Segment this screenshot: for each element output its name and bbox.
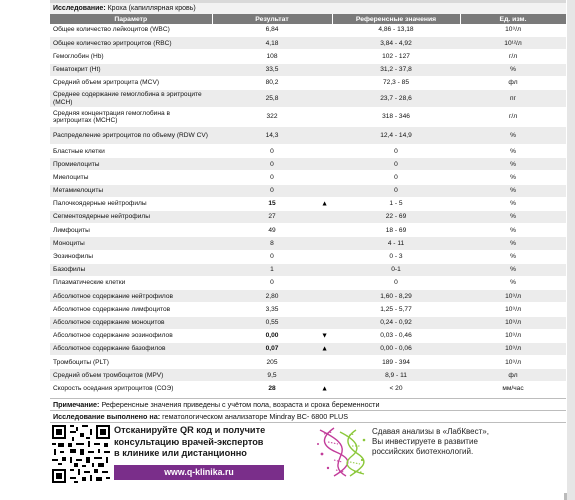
result-cell: [212, 316, 332, 329]
result-cell: [212, 211, 332, 224]
table-row: [50, 76, 566, 89]
parameter-name: Эозинофилы: [50, 250, 212, 263]
result-cell: [212, 197, 332, 210]
reference-range: 0: [332, 276, 460, 289]
parameter-name: Метамиелоциты: [50, 184, 212, 197]
reference-range: 0: [332, 171, 460, 184]
dna-icon: [312, 424, 368, 480]
result-value: 27: [268, 213, 276, 221]
note-row: [50, 398, 566, 410]
parameter-name: Гематокрит (Ht): [50, 63, 212, 76]
parameter-name: Моноциты: [50, 237, 212, 250]
result-cell: [212, 369, 332, 382]
reference-range: 0: [332, 145, 460, 158]
table-row: [50, 197, 566, 210]
results-body: [50, 24, 566, 395]
unit: %: [460, 237, 566, 250]
result-value: 0: [270, 160, 274, 168]
parameter-name: Распределение эритроцитов по объему (RDW CV): [50, 126, 212, 144]
parameter-name: Абсолютное содержание базофилов: [50, 342, 212, 355]
table-row: [50, 316, 566, 329]
performed-row: [50, 410, 566, 423]
note-text: Референсные значения приведены с учётом пола, возраста и срока беременности: [101, 400, 380, 409]
unit: 10⁹/л: [460, 342, 566, 355]
result-value: 0,55: [265, 318, 279, 326]
biotech-message: [372, 427, 562, 458]
note-label: Примечание:: [53, 400, 100, 409]
parameter-name: Базофилы: [50, 263, 212, 276]
qr-code-icon[interactable]: [52, 425, 110, 483]
results-table: [50, 14, 567, 396]
result-cell: [212, 24, 332, 37]
result-cell: [212, 303, 332, 316]
parameter-name: Средняя концентрация гемоглобина в эритроцитах (MCHC): [50, 108, 212, 126]
reference-range: 22 - 69: [332, 211, 460, 224]
result-cell: [212, 250, 332, 263]
result-value: 80,2: [265, 79, 279, 87]
unit: %: [460, 263, 566, 276]
study-line: [50, 3, 566, 14]
result-value: 0: [270, 253, 274, 260]
reference-range: 4 - 11: [332, 237, 460, 250]
study-value: Кроха (капиллярная кровь): [107, 5, 196, 12]
reference-range: 72,3 - 85: [332, 76, 460, 89]
result-cell: [212, 171, 332, 184]
result-cell: [212, 158, 332, 171]
table-row: [50, 263, 566, 276]
promo-line-2: консультацию врачей-экспертов: [114, 436, 264, 447]
table-row: [50, 145, 566, 158]
result-cell: [212, 382, 332, 395]
parameter-name: Общее количество лейкоцитов (WBC): [50, 24, 212, 37]
table-row: [50, 37, 566, 50]
parameter-name: Средний объем эритроцита (MCV): [50, 76, 212, 89]
parameter-name: Тромбоциты (PLT): [50, 356, 212, 369]
arrow-down-icon: ▼: [321, 332, 328, 340]
result-cell: [212, 329, 332, 342]
column-header-reference: Референсные значения: [332, 14, 460, 24]
reference-range: 189 - 394: [332, 356, 460, 369]
parameter-name: Бластные клетки: [50, 145, 212, 158]
result-cell: [212, 50, 332, 63]
parameter-name: Средний объем тромбоцитов (MPV): [50, 369, 212, 382]
unit: %: [460, 250, 566, 263]
notes-block: [50, 398, 566, 423]
unit: 10⁹/л: [460, 24, 566, 37]
result-cell: [212, 184, 332, 197]
study-label: Исследование:: [53, 5, 106, 12]
reference-range: 23,7 - 28,6: [332, 89, 460, 107]
result-value: 33,5: [265, 65, 279, 73]
unit: мм/час: [460, 382, 566, 395]
result-value: 0,07: [265, 345, 279, 353]
unit: 10⁹/л: [460, 329, 566, 342]
result-cell: [212, 237, 332, 250]
result-cell: [212, 145, 332, 158]
reference-range: 31,2 - 37,8: [332, 63, 460, 76]
result-cell: [212, 126, 332, 144]
result-value: 205: [266, 358, 278, 366]
result-value: 0: [270, 173, 274, 181]
table-row: [50, 89, 566, 107]
reference-range: 4,86 - 13,18: [332, 24, 460, 37]
parameter-name: Скорость оседания эритроцитов (СОЭ): [50, 382, 212, 395]
table-row: [50, 303, 566, 316]
result-cell: [212, 37, 332, 50]
result-value: 0: [270, 147, 274, 155]
parameter-name: Абсолютное содержание эозинофилов: [50, 329, 212, 342]
result-value: 1: [270, 266, 274, 274]
parameter-name: Общее количество эритроцитов (RBC): [50, 37, 212, 50]
unit: %: [460, 184, 566, 197]
table-row: [50, 126, 566, 144]
table-row: [50, 50, 566, 63]
result-cell: [212, 89, 332, 107]
promo-line-1: Отсканируйте QR код и получите: [114, 425, 266, 435]
result-cell: [212, 342, 332, 355]
unit: 10⁹/л: [460, 356, 566, 369]
result-cell: [212, 224, 332, 237]
unit: г/л: [460, 108, 566, 126]
result-value: 28: [268, 384, 276, 392]
reference-range: 3,84 - 4,92: [332, 37, 460, 50]
table-row: [50, 108, 566, 126]
unit: пг: [460, 89, 566, 107]
table-row: [50, 342, 566, 355]
parameter-name: Гемоглобин (Hb): [50, 50, 212, 63]
performed-label: Исследование выполнено на:: [53, 412, 161, 421]
result-cell: [212, 356, 332, 369]
page-corner: [564, 493, 567, 500]
reference-range: 1 - 5: [332, 197, 460, 210]
result-value: 0: [270, 279, 274, 287]
parameter-name: Палочкоядерные нейтрофилы: [50, 197, 212, 210]
reference-range: 12,4 - 14,9: [332, 126, 460, 144]
promo-line-3: в клинике или дистанционно: [114, 448, 247, 458]
result-cell: [212, 276, 332, 289]
parameter-name: Лимфоциты: [50, 224, 212, 237]
result-cell: [212, 76, 332, 89]
table-row: [50, 224, 566, 237]
table-row: [50, 63, 566, 76]
table-row: [50, 382, 566, 395]
parameter-name: Абсолютное содержание моноцитов: [50, 316, 212, 329]
table-row: [50, 211, 566, 224]
table-row: [50, 24, 566, 37]
result-value: 25,8: [265, 94, 279, 102]
unit: фл: [460, 369, 566, 382]
unit: %: [460, 126, 566, 144]
result-value: 0: [270, 187, 274, 195]
biotech-line-3: российских биотехнологий.: [372, 447, 474, 457]
parameter-name: Промиелоциты: [50, 158, 212, 171]
page-margin-right: [567, 0, 575, 500]
parameter-name: Среднее содержание гемоглобина в эритроците (MCH): [50, 89, 212, 107]
result-value: 9,5: [267, 371, 277, 379]
biotech-line-1: Сдавая анализы в «ЛабКвест»,: [372, 427, 489, 436]
table-row: [50, 290, 566, 303]
table-row: [50, 171, 566, 184]
table-row: [50, 356, 566, 369]
result-value: 49: [268, 226, 276, 234]
result-value: 15: [268, 200, 276, 208]
unit: фл: [460, 76, 566, 89]
table-header: [50, 14, 566, 24]
unit: %: [460, 63, 566, 76]
result-cell: [212, 263, 332, 276]
result-cell: [212, 108, 332, 126]
result-value: 6,84: [265, 26, 279, 34]
website-link[interactable]: www.q-klinika.ru: [114, 465, 284, 480]
reference-range: 0 - 3: [332, 250, 460, 263]
table-row: [50, 276, 566, 289]
result-value: 0,00: [265, 332, 279, 340]
performed-text: гематологическом анализаторе Mindray BC- 6800 PLUS: [162, 412, 349, 421]
result-cell: [212, 63, 332, 76]
parameter-name: Абсолютное содержание лимфоцитов: [50, 303, 212, 316]
result-value: 8: [270, 239, 274, 247]
reference-range: 0,03 - 0,46: [332, 329, 460, 342]
table-row: [50, 158, 566, 171]
reference-range: 102 - 127: [332, 50, 460, 63]
unit: 10⁹/л: [460, 303, 566, 316]
arrow-up-icon: ▲: [321, 384, 328, 392]
reference-range: 1,25 - 5,77: [332, 303, 460, 316]
result-value: 14,3: [265, 131, 279, 139]
table-row: [50, 369, 566, 382]
parameter-name: Плазматические клетки: [50, 276, 212, 289]
column-header-result: Результат: [212, 14, 332, 24]
result-cell: [212, 290, 332, 303]
reference-range: 0,24 - 0,92: [332, 316, 460, 329]
reference-range: 0: [332, 184, 460, 197]
unit: %: [460, 224, 566, 237]
reference-range: 318 - 346: [332, 108, 460, 126]
reference-range: 0: [332, 158, 460, 171]
unit: %: [460, 171, 566, 184]
unit: 10⁹/л: [460, 316, 566, 329]
unit: %: [460, 276, 566, 289]
table-row: [50, 250, 566, 263]
page-margin-left: [0, 0, 42, 500]
biotech-line-2: Вы инвестируете в развитие: [372, 437, 478, 447]
reference-range: 18 - 69: [332, 224, 460, 237]
unit: %: [460, 197, 566, 210]
column-header-parameter: Параметр: [50, 14, 212, 24]
parameter-name: Миелоциты: [50, 171, 212, 184]
reference-range: 0,00 - 0,06: [332, 342, 460, 355]
table-row: [50, 237, 566, 250]
result-value: 2,80: [265, 292, 279, 300]
lab-report-sheet: [50, 0, 566, 500]
result-value: 108: [266, 52, 278, 60]
unit: 10⁹/л: [460, 290, 566, 303]
result-value: 322: [266, 113, 278, 121]
reference-range: 1,60 - 8,29: [332, 290, 460, 303]
arrow-up-icon: ▲: [321, 200, 328, 208]
table-row: [50, 329, 566, 342]
reference-range: 8,9 - 11: [332, 369, 460, 382]
parameter-name: Абсолютное содержание нейтрофилов: [50, 290, 212, 303]
result-value: 4,18: [265, 39, 279, 47]
unit: 10¹²/л: [460, 37, 566, 50]
unit: %: [460, 211, 566, 224]
table-row: [50, 184, 566, 197]
column-header-unit: Ед. изм.: [460, 14, 566, 24]
promo-text: [114, 425, 304, 460]
reference-range: < 20: [332, 382, 460, 395]
unit: %: [460, 158, 566, 171]
arrow-up-icon: ▲: [321, 345, 328, 353]
unit: %: [460, 145, 566, 158]
unit: г/л: [460, 50, 566, 63]
reference-range: 0-1: [332, 263, 460, 276]
parameter-name: Сегментоядерные нейтрофилы: [50, 211, 212, 224]
result-value: 3,35: [265, 305, 279, 313]
